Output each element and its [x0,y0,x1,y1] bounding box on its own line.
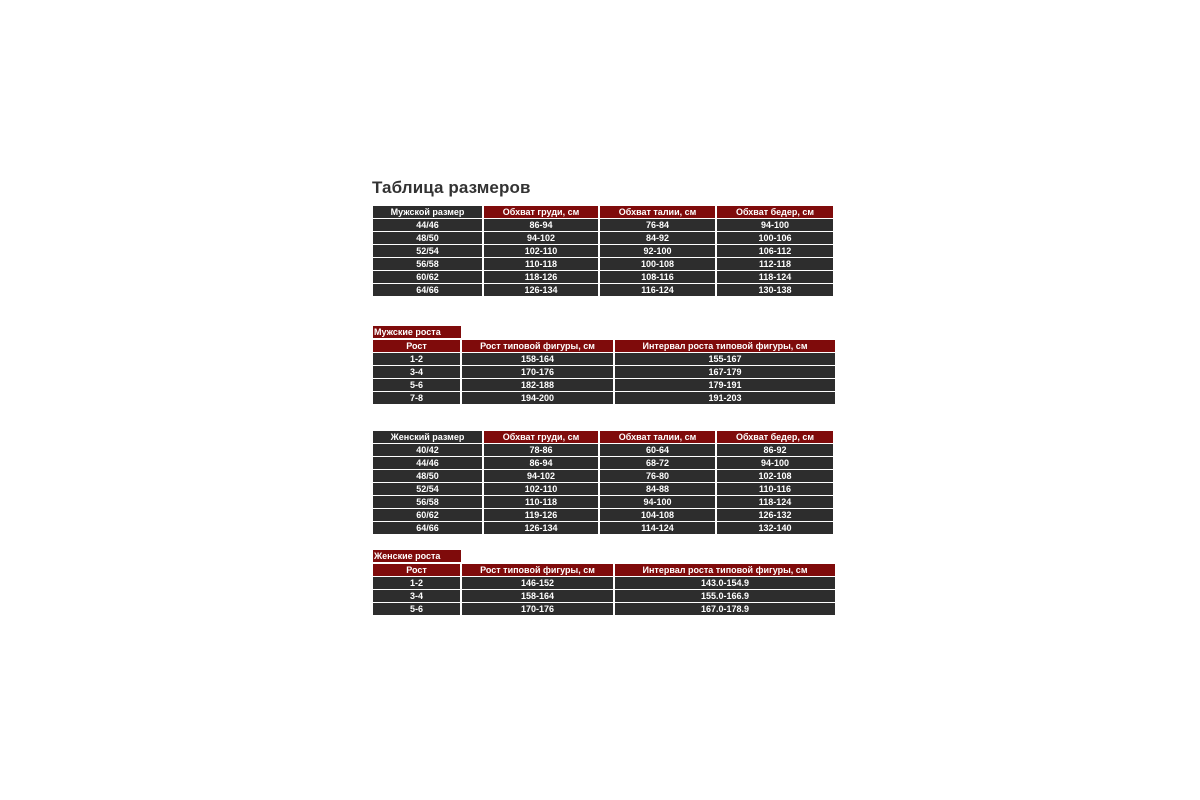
column-header: Интервал роста типовой фигуры, см [615,340,835,352]
column-header: Мужской размер [373,206,482,218]
table-row [373,392,835,404]
table-row [373,483,833,495]
table-row [373,219,833,231]
table-cell: 52/54 [373,245,482,257]
table-cell: 118-124 [717,496,833,508]
table-cell: 155.0-166.9 [615,590,835,602]
column-header: Обхват груди, см [484,431,598,443]
column-header: Обхват бедер, см [717,431,833,443]
table-cell: 84-88 [600,483,715,495]
table-cell: 102-108 [717,470,833,482]
table-cell: 100-108 [600,258,715,270]
table-cell: 1-2 [373,577,460,589]
table-cell: 78-86 [484,444,598,456]
table-cell: 76-80 [600,470,715,482]
table-row [373,457,833,469]
column-header: Рост типовой фигуры, см [462,340,613,352]
table-cell: 94-102 [484,470,598,482]
table-cell: 86-94 [484,219,598,231]
table-cell: 170-176 [462,366,613,378]
women-heights-table [371,563,837,616]
table-cell: 5-6 [373,379,460,391]
table-row [373,258,833,270]
column-header: Интервал роста типовой фигуры, см [615,564,835,576]
table-cell: 86-92 [717,444,833,456]
table-cell: 48/50 [373,232,482,244]
table-cell: 118-124 [717,271,833,283]
table-row [373,366,835,378]
table-cell: 106-112 [717,245,833,257]
table-cell: 94-100 [717,457,833,469]
table-cell: 132-140 [717,522,833,534]
table-cell: 119-126 [484,509,598,521]
table-row [373,232,833,244]
column-header: Обхват груди, см [484,206,598,218]
table-cell: 64/66 [373,284,482,296]
table-cell: 94-100 [717,219,833,231]
table-cell: 52/54 [373,483,482,495]
table-row [373,284,833,296]
table-cell: 118-126 [484,271,598,283]
table-cell: 3-4 [373,366,460,378]
table-cell: 182-188 [462,379,613,391]
table-cell: 146-152 [462,577,613,589]
women-heights-caption: Женские роста [373,550,461,562]
table-cell: 94-102 [484,232,598,244]
table-cell: 179-191 [615,379,835,391]
table-cell: 5-6 [373,603,460,615]
table-header-row [373,431,833,443]
table-cell: 102-110 [484,483,598,495]
table-cell: 60-64 [600,444,715,456]
table-row [373,603,835,615]
table-cell: 44/46 [373,457,482,469]
table-cell: 108-116 [600,271,715,283]
women-sizes-table [371,430,835,535]
table-cell: 7-8 [373,392,460,404]
table-cell: 194-200 [462,392,613,404]
table-row [373,496,833,508]
table-cell: 110-118 [484,496,598,508]
table-row [373,271,833,283]
table-cell: 158-164 [462,353,613,365]
table-cell: 56/58 [373,496,482,508]
column-header: Рост типовой фигуры, см [462,564,613,576]
men-heights-table [371,339,837,405]
table-row [373,444,833,456]
table-cell: 114-124 [600,522,715,534]
table-row [373,522,833,534]
table-cell: 102-110 [484,245,598,257]
column-header: Обхват талии, см [600,431,715,443]
table-cell: 76-84 [600,219,715,231]
table-cell: 64/66 [373,522,482,534]
table-cell: 126-132 [717,509,833,521]
table-cell: 86-94 [484,457,598,469]
table-cell: 60/62 [373,271,482,283]
page-title: Таблица размеров [372,178,531,197]
table-cell: 40/42 [373,444,482,456]
table-row [373,590,835,602]
table-cell: 112-118 [717,258,833,270]
column-header: Рост [373,564,460,576]
men-heights-caption: Мужские роста [373,326,461,338]
table-cell: 56/58 [373,258,482,270]
table-cell: 191-203 [615,392,835,404]
table-row [373,379,835,391]
table-row [373,577,835,589]
table-cell: 110-118 [484,258,598,270]
table-cell: 158-164 [462,590,613,602]
table-cell: 1-2 [373,353,460,365]
table-header-row [373,206,833,218]
table-row [373,509,833,521]
table-cell: 116-124 [600,284,715,296]
table-row [373,353,835,365]
column-header: Обхват талии, см [600,206,715,218]
table-cell: 48/50 [373,470,482,482]
table-cell: 130-138 [717,284,833,296]
table-cell: 84-92 [600,232,715,244]
table-header-row [373,340,835,352]
table-cell: 68-72 [600,457,715,469]
table-cell: 3-4 [373,590,460,602]
men-sizes-table [371,205,835,297]
table-cell: 126-134 [484,522,598,534]
table-cell: 126-134 [484,284,598,296]
table-row [373,470,833,482]
table-cell: 104-108 [600,509,715,521]
column-header: Женский размер [373,431,482,443]
table-cell: 167.0-178.9 [615,603,835,615]
table-cell: 100-106 [717,232,833,244]
table-cell: 94-100 [600,496,715,508]
table-cell: 167-179 [615,366,835,378]
table-header-row [373,564,835,576]
table-cell: 143.0-154.9 [615,577,835,589]
table-row [373,245,833,257]
table-cell: 155-167 [615,353,835,365]
table-cell: 92-100 [600,245,715,257]
table-cell: 60/62 [373,509,482,521]
table-cell: 110-116 [717,483,833,495]
table-cell: 44/46 [373,219,482,231]
column-header: Рост [373,340,460,352]
column-header: Обхват бедер, см [717,206,833,218]
table-cell: 170-176 [462,603,613,615]
